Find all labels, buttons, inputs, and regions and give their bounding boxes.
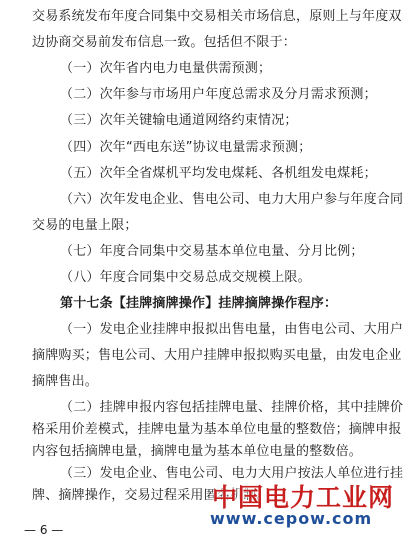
- body-line: 摘牌售出。: [32, 374, 99, 389]
- list-item: （三）次年关键输电通道网络约束情况；: [60, 113, 298, 128]
- list-item: （一）发电企业挂牌申报拟出售电量，由售电公司、大用户: [60, 322, 404, 337]
- list-item: （一）次年省内电力电量供需预测；: [60, 61, 272, 76]
- body-line: 牌、摘牌操作，交易过程采用匿名机制。: [32, 488, 270, 503]
- watermark-site-name: 中国电力工业网: [212, 483, 395, 512]
- body-line: 交易的电量上限；: [32, 218, 138, 233]
- body-line: 内容包括摘牌电量，摘牌电量为基本单位电量的整数倍。: [32, 444, 363, 459]
- body-line: 格采用价差模式，挂牌电量为基本单位电量的整数倍；摘牌申报: [32, 422, 402, 437]
- list-item: （三）发电企业、售电公司、电力大用户按法人单位进行挂: [60, 466, 404, 481]
- list-item: （五）次年全省煤机平均发电煤耗、各机组发电煤耗；: [60, 166, 377, 181]
- list-item: （四）次年“西电东送”协议电量需求预测；: [60, 140, 312, 155]
- watermark-site-url: www.cepow.com: [210, 509, 373, 528]
- body-line: 边协商交易前发布信息一致。包括但不限于：: [32, 35, 297, 50]
- list-item: （六）次年发电企业、售电公司、电力大用户参与年度合同: [60, 192, 404, 207]
- body-line: 摘牌购买；售电公司、大用户挂牌申报拟购买电量，由发电企业: [32, 348, 402, 363]
- article-heading: 第十七条【挂牌摘牌操作】挂牌摘牌操作程序：: [60, 296, 338, 311]
- body-line: 交易系统发布年度合同集中交易相关市场信息，原则上与年度双: [32, 9, 402, 24]
- list-item: （七）年度合同集中交易基本单位电量、分月比例；: [60, 244, 364, 259]
- list-item: （八）年度合同集中交易总成交规模上限。: [60, 270, 311, 285]
- page-number: — 6 —: [24, 523, 64, 537]
- list-item: （二）挂牌申报内容包括挂牌电量、挂牌价格，其中挂牌价: [60, 400, 404, 415]
- list-item: （二）次年参与市场用户年度总需求及分月需求预测；: [60, 87, 377, 102]
